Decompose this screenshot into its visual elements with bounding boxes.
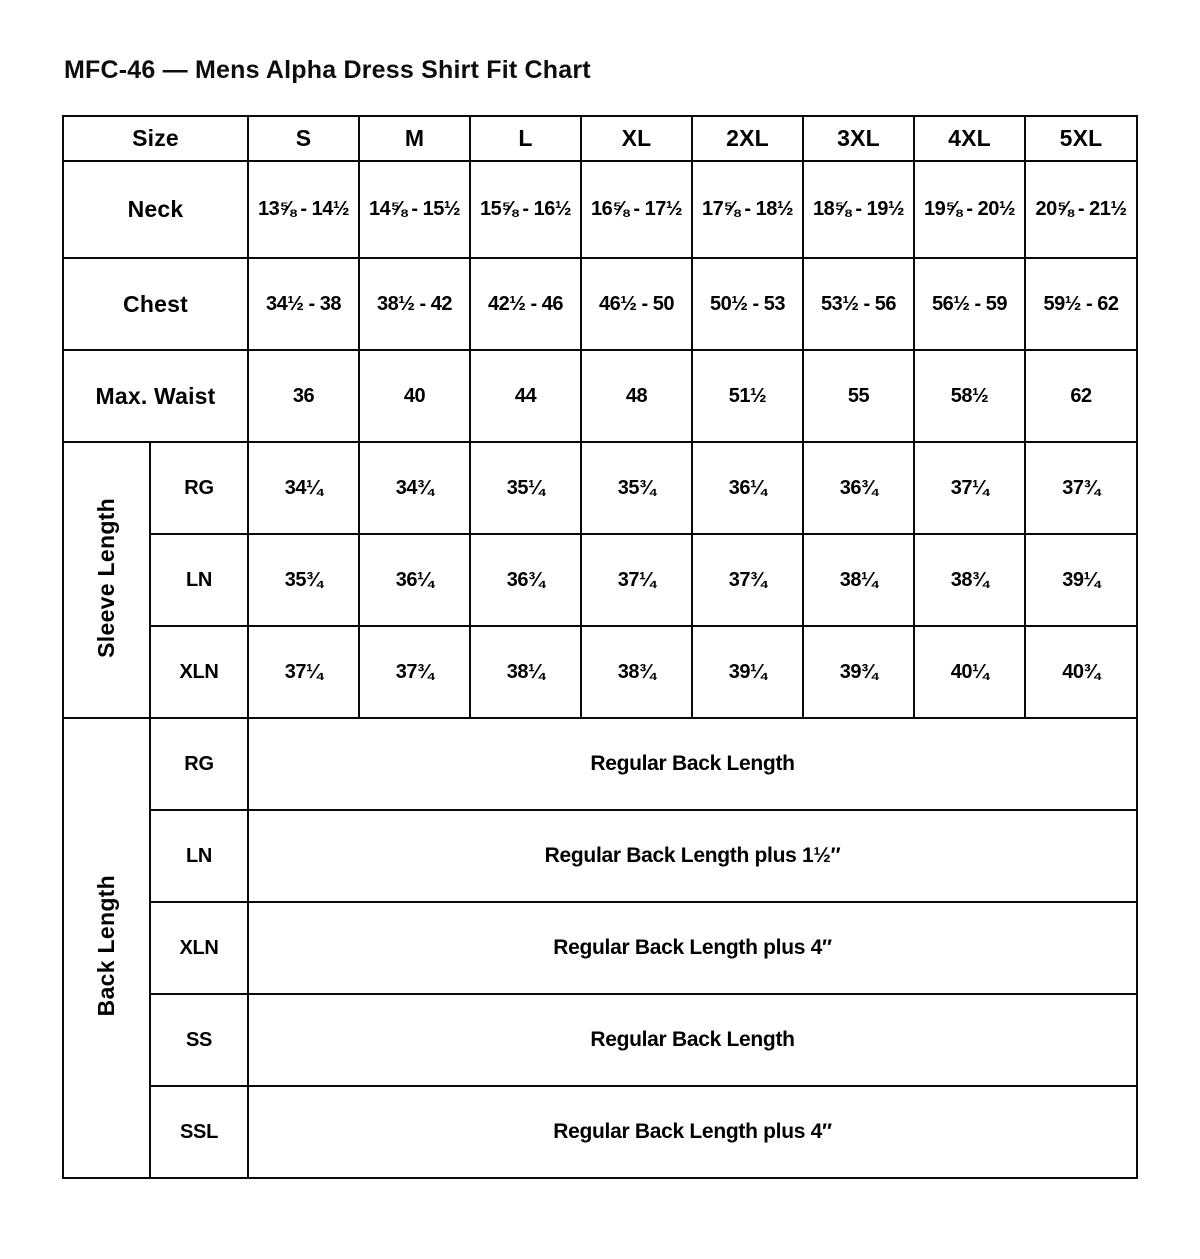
sleeve-rg-value-cell: 34¼ [248, 442, 359, 534]
sleeve-rg-value-cell: 37¾ [1025, 442, 1137, 534]
chest-row [63, 258, 1137, 350]
back-length-group-label: Back Length [93, 874, 119, 1017]
chest-value-cell: 59½ - 62 [1025, 258, 1137, 350]
neck-value-cell: 20⅝ - 21½ [1025, 161, 1137, 258]
chest-value-cell: 50½ - 53 [692, 258, 803, 350]
sleeve-rg-row [63, 442, 1137, 534]
fit-chart-table [62, 115, 1138, 1179]
sleeve-xln-code-cell: XLN [150, 626, 248, 718]
neck-value-cell: 16⅝ - 17½ [581, 161, 692, 258]
sleeve-length-group-label: Sleeve Length [93, 497, 119, 658]
column-header-5xl: 5XL [1025, 116, 1137, 161]
sleeve-ln-value-cell: 39¼ [1025, 534, 1137, 626]
sleeve-ln-value-cell: 36¼ [359, 534, 470, 626]
back-ss-text-cell: Regular Back Length [248, 994, 1137, 1086]
chest-value-cell: 38½ - 42 [359, 258, 470, 350]
sleeve-xln-value-cell: 37¾ [359, 626, 470, 718]
max-waist-row [63, 350, 1137, 442]
column-header-l: L [470, 116, 581, 161]
sleeve-xln-row [63, 626, 1137, 718]
sleeve-rg-code-cell: RG [150, 442, 248, 534]
chest-label-cell: Chest [63, 258, 248, 350]
sleeve-xln-value-cell: 38¼ [470, 626, 581, 718]
max-waist-value-cell: 58½ [914, 350, 1025, 442]
max-waist-value-cell: 62 [1025, 350, 1137, 442]
back-xln-row [63, 902, 1137, 994]
back-xln-code-cell: XLN [150, 902, 248, 994]
back-length-group-cell [63, 718, 150, 1178]
sleeve-rg-value-cell: 35¾ [581, 442, 692, 534]
neck-value-cell: 13⅝ - 14½ [248, 161, 359, 258]
chest-value-cell: 42½ - 46 [470, 258, 581, 350]
header-row [63, 116, 1137, 161]
back-ln-text-cell: Regular Back Length plus 1½″ [248, 810, 1137, 902]
sleeve-xln-value-cell: 38¾ [581, 626, 692, 718]
back-rg-code-cell: RG [150, 718, 248, 810]
neck-value-cell: 14⅝ - 15½ [359, 161, 470, 258]
column-header-s: S [248, 116, 359, 161]
page-title: MFC-46 — Mens Alpha Dress Shirt Fit Chart [64, 56, 591, 84]
sleeve-ln-value-cell: 35¾ [248, 534, 359, 626]
sleeve-ln-value-cell: 37¼ [581, 534, 692, 626]
sleeve-rg-value-cell: 37¼ [914, 442, 1025, 534]
sleeve-length-group-cell [63, 442, 150, 718]
back-rg-row [63, 718, 1137, 810]
neck-label-cell: Neck [63, 161, 248, 258]
back-ss-row [63, 994, 1137, 1086]
max-waist-value-cell: 51½ [692, 350, 803, 442]
sleeve-xln-value-cell: 39¾ [803, 626, 914, 718]
max-waist-value-cell: 36 [248, 350, 359, 442]
column-header-m: M [359, 116, 470, 161]
chest-value-cell: 46½ - 50 [581, 258, 692, 350]
max-waist-value-cell: 48 [581, 350, 692, 442]
sleeve-rg-value-cell: 34¾ [359, 442, 470, 534]
sleeve-xln-value-cell: 40¾ [1025, 626, 1137, 718]
sleeve-xln-value-cell: 40¼ [914, 626, 1025, 718]
back-ss-code-cell: SS [150, 994, 248, 1086]
back-ln-code-cell: LN [150, 810, 248, 902]
back-ln-row [63, 810, 1137, 902]
column-header-4xl: 4XL [914, 116, 1025, 161]
back-ssl-text-cell: Regular Back Length plus 4″ [248, 1086, 1137, 1178]
sleeve-ln-value-cell: 38¼ [803, 534, 914, 626]
max-waist-label-cell: Max. Waist [63, 350, 248, 442]
sleeve-ln-value-cell: 37¾ [692, 534, 803, 626]
sleeve-ln-value-cell: 38¾ [914, 534, 1025, 626]
sleeve-ln-row [63, 534, 1137, 626]
sleeve-rg-value-cell: 36¾ [803, 442, 914, 534]
max-waist-value-cell: 55 [803, 350, 914, 442]
sleeve-xln-value-cell: 37¼ [248, 626, 359, 718]
neck-value-cell: 18⅝ - 19½ [803, 161, 914, 258]
chest-value-cell: 34½ - 38 [248, 258, 359, 350]
neck-value-cell: 17⅝ - 18½ [692, 161, 803, 258]
size-corner-cell: Size [63, 116, 248, 161]
neck-value-cell: 19⅝ - 20½ [914, 161, 1025, 258]
back-rg-text-cell: Regular Back Length [248, 718, 1137, 810]
back-ssl-row [63, 1086, 1137, 1178]
sleeve-xln-value-cell: 39¼ [692, 626, 803, 718]
neck-row [63, 161, 1137, 258]
back-ssl-code-cell: SSL [150, 1086, 248, 1178]
sleeve-rg-value-cell: 35¼ [470, 442, 581, 534]
sleeve-ln-code-cell: LN [150, 534, 248, 626]
chest-value-cell: 56½ - 59 [914, 258, 1025, 350]
column-header-2xl: 2XL [692, 116, 803, 161]
chest-value-cell: 53½ - 56 [803, 258, 914, 350]
max-waist-value-cell: 44 [470, 350, 581, 442]
neck-value-cell: 15⅝ - 16½ [470, 161, 581, 258]
sleeve-ln-value-cell: 36¾ [470, 534, 581, 626]
sleeve-rg-value-cell: 36¼ [692, 442, 803, 534]
back-xln-text-cell: Regular Back Length plus 4″ [248, 902, 1137, 994]
column-header-xl: XL [581, 116, 692, 161]
column-header-3xl: 3XL [803, 116, 914, 161]
max-waist-value-cell: 40 [359, 350, 470, 442]
